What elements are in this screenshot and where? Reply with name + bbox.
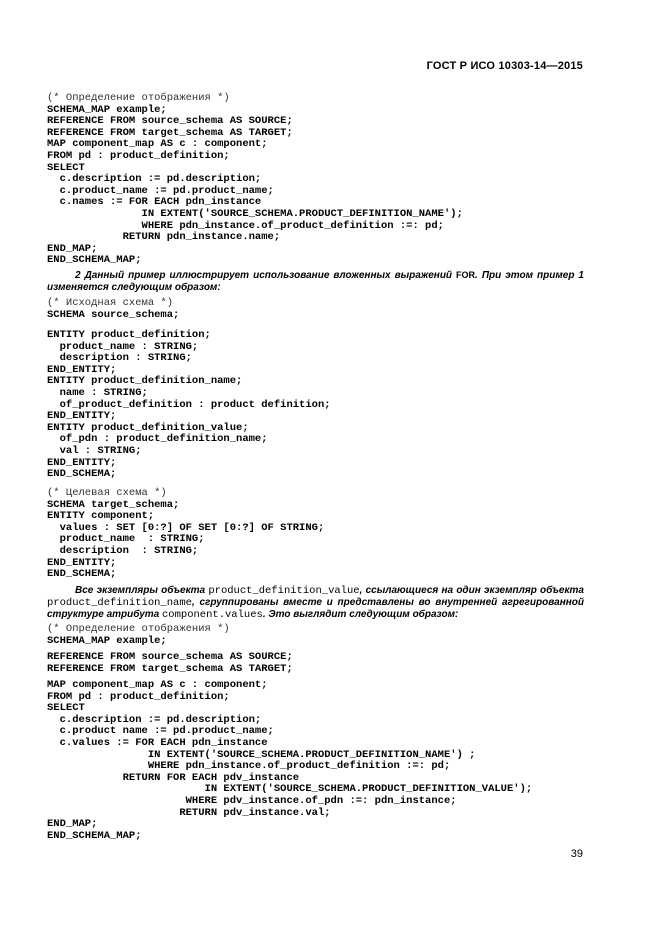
code-line: WHERE pdn_instance.of_product_definition :=: pd; [47, 219, 444, 232]
code-line: WHERE pdn_instance.of_product_definition :=: pd; [47, 760, 451, 773]
code-line: END_ENTITY; [47, 556, 117, 569]
code-line: END_MAP; [47, 818, 98, 831]
code-line: MAP component_map AS c : component; [47, 138, 268, 151]
code-line: SCHEMA_MAP example; [47, 634, 167, 647]
code-block-mapping-2-header [47, 624, 607, 647]
code-line: REFERENCE FROM source_schema AS SOURCE; [47, 115, 293, 128]
code-block-mapping-2-references [47, 652, 607, 675]
code-line: RETURN pdv_instance.val; [47, 806, 331, 819]
code-line: END_SCHEMA; [47, 568, 117, 581]
code-line: description : STRING; [47, 544, 199, 557]
code-line: (* Определение отображения *) [47, 623, 230, 635]
code-line: SCHEMA target_schema; [47, 498, 180, 511]
code-line: SCHEMA_MAP example; [47, 103, 167, 116]
para1-part1: 2 Данный пример иллюстрирует использование вложенных выражений [75, 270, 457, 281]
code-line: WHERE pdv_instance.of_pdn :=: pdn_instance; [47, 794, 457, 807]
para2-p1: Все экземпляры объекта [75, 585, 209, 596]
code-line: (* Определение отображения *) [47, 92, 230, 104]
para2-p2: , ссылающиеся на один экземпляр объекта [359, 585, 584, 596]
code-line: of_pdn : product_definition_name; [47, 433, 268, 446]
code-line: val : STRING; [47, 444, 142, 457]
code-line: SCHEMA source_schema; [47, 308, 180, 321]
code-line: IN EXTENT('SOURCE_SCHEMA.PRODUCT_DEFINITION_VALUE'); [47, 783, 533, 796]
standard-header: ГОСТ Р ИСО 10303-14—2015 [426, 60, 583, 72]
code-line: c.values := FOR EACH pdn_instance [47, 736, 268, 749]
code-line: (* Исходная схема *) [47, 297, 174, 309]
code-line: FROM pd : product_definition; [47, 690, 230, 703]
code-line: of_product_definition : product definition; [47, 398, 331, 411]
para2-p4: . Это выглядит следующим образом: [262, 609, 459, 620]
code-line: name : STRING; [47, 386, 148, 399]
code-line: REFERENCE FROM target_schema AS TARGET; [47, 662, 293, 675]
code-line: values : SET [0:?] OF SET [0:?] OF STRING; [47, 521, 325, 534]
para1-keyword: FOR [456, 270, 476, 280]
code-line: c.names := FOR EACH pdn_instance [47, 196, 262, 209]
code-line: ENTITY product_definition; [47, 329, 211, 341]
code-line: SELECT [47, 702, 85, 715]
code-line: RETURN FOR EACH pdv_instance [47, 771, 300, 784]
code-line: ENTITY product_definition_name; [47, 375, 243, 388]
paragraph-example-2 [47, 269, 584, 294]
paragraph-explanation [47, 585, 584, 621]
code-line: END_ENTITY; [47, 363, 117, 376]
para2-p3: , сгруппированы вместе и представлены во внутренней агрегированной структуре атрибута [47, 597, 584, 620]
page-number: 39 [570, 848, 583, 860]
code-line: (* Целевая схема *) [47, 487, 167, 499]
code-block-mapping-2-body [47, 680, 607, 842]
code-line: END_MAP; [47, 242, 98, 255]
para2-m2: product_definition_name [47, 597, 192, 609]
code-line: END_SCHEMA; [47, 468, 117, 481]
code-line: c.product name := pd.product_name; [47, 725, 274, 738]
code-line: ENTITY product_definition_value; [47, 421, 249, 434]
para1-part2: . При этом пример 1 изменяется следующим образом: [47, 270, 584, 293]
para2-m3: component.values [162, 609, 263, 621]
code-line: IN EXTENT('SOURCE_SCHEMA.PRODUCT_DEFINITION_NAME'); [47, 207, 463, 220]
code-block-mapping-1 [47, 93, 607, 267]
code-line: REFERENCE FROM target_schema AS TARGET; [47, 126, 293, 139]
code-line: SELECT [47, 161, 85, 174]
code-line: END_SCHEMA_MAP; [47, 829, 142, 842]
code-line: c.description := pd.description; [47, 713, 262, 726]
code-line: product_name : STRING; [47, 533, 205, 546]
code-line: c.product_name := pd.product_name; [47, 184, 274, 197]
code-block-source-schema-header [47, 298, 607, 321]
code-line: ENTITY component; [47, 510, 155, 523]
code-line: RETURN pdn_instance.name; [47, 231, 281, 244]
code-line: FROM pd : product_definition; [47, 149, 230, 162]
code-line: REFERENCE FROM source_schema AS SOURCE; [47, 651, 293, 663]
code-line: END_ENTITY; [47, 410, 117, 423]
para2-m1: product_definition_value [208, 585, 360, 597]
code-block-target-schema [47, 488, 607, 581]
code-line: END_SCHEMA_MAP; [47, 254, 142, 267]
code-line: description : STRING; [47, 352, 192, 365]
code-line: IN EXTENT('SOURCE_SCHEMA.PRODUCT_DEFINITION_NAME') ; [47, 748, 476, 761]
code-line: c.description := pd.description; [47, 173, 262, 186]
code-line: product_name : STRING; [47, 340, 199, 353]
code-block-source-schema-body [47, 330, 607, 481]
code-line: MAP component_map AS c : component; [47, 679, 268, 691]
code-line: END_ENTITY; [47, 456, 117, 469]
